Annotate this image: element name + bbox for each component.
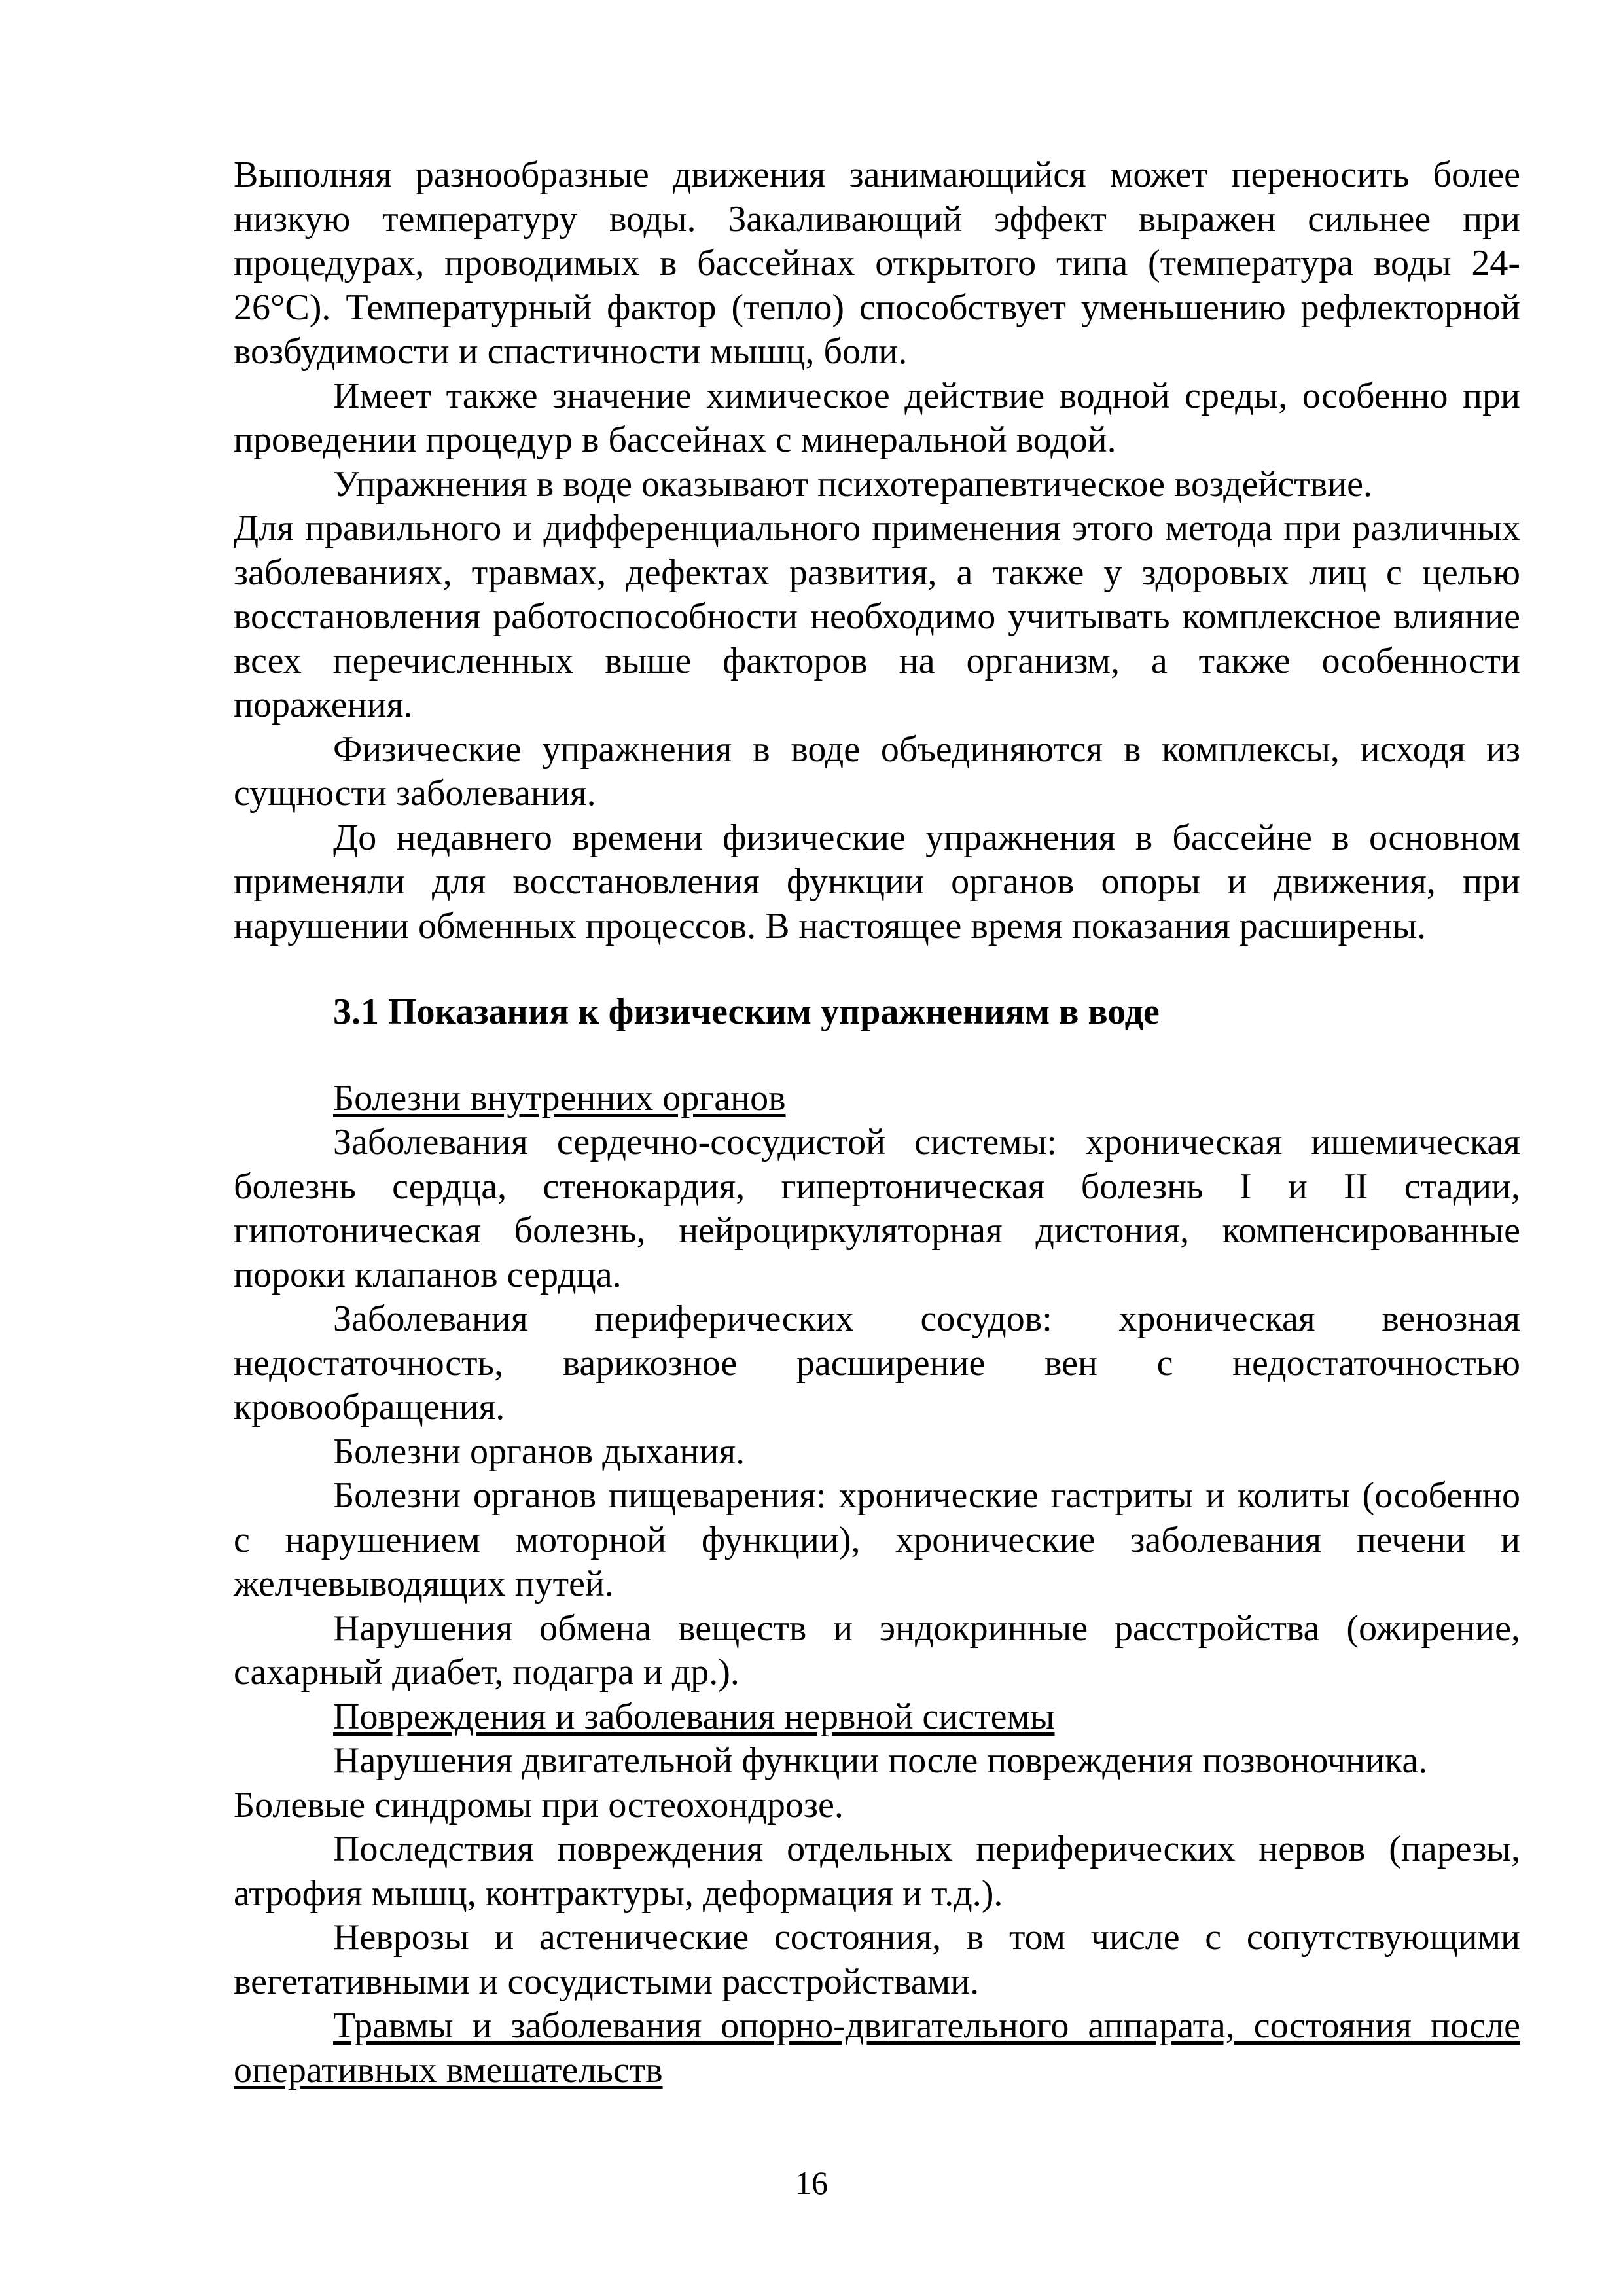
paragraph-psychotherapeutic: Упражнения в воде оказывают психотерапевтическое воздействие. [333,463,1373,505]
paragraph-temperature: Выполняя разнообразные движения занимающийся может переносить более низкую температуру воды. Закаливающий эффект выражен сильнее при процедурах, проводимых в бассейнах открытого типа (температура воды 24-26°С). Температурный фактор (тепло) способствует уменьшению рефлекторной возбудимости и спастичности мышц, боли. [234,154,1520,372]
paragraph-motor-function: Нарушения двигательной функции после повреждения позвоночника. [333,1740,1428,1781]
paragraph-metabolic: Нарушения обмена веществ и эндокринные расстройства (ожирение, сахарный диабет, подагра и др.). [234,1607,1520,1693]
subheading-internal-organs [234,1077,1520,1121]
paragraph-chemical-action: Имеет также значение химическое действие водной среды, особенно при проведении процедур в бассейнах с минеральной водой. [234,375,1520,460]
page-number: 16 [795,2164,828,2201]
paragraph-pain-syndromes: Болевые синдромы при остеохондрозе. [234,1784,844,1825]
paragraph-differential-use: Для правильного и дифференциального применения этого метода при различных заболеваниях, травмах, дефектах развития, а также у здоровых лиц с целью восстановления работоспособности необходимо учитывать комплексное влияние всех перечисленных выше факторов на организм, а также особенности поражения. [234,508,1520,725]
paragraph-cardiovascular: Заболевания сердечно-сосудистой системы: хроническая ишемическая болезнь сердца, стенокардия, гипертоническая болезнь I и II стадии, гипотоническая болезнь, нейроциркуляторная дистония, компенсированные пороки клапанов сердца. [234,1122,1520,1295]
subheading-nervous-system-text: Повреждения и заболевания нервной системы [333,1696,1055,1737]
paragraph-neuroses: Неврозы и астенические состояния, в том числе с сопутствующими вегетативными и сосудистыми расстройствами. [234,1917,1520,2002]
subheading-musculoskeletal [234,2004,1520,2092]
subheading-internal-organs-text: Болезни внутренних органов [333,1077,786,1119]
paragraph-respiratory: Болезни органов дыхания. [333,1431,745,1472]
page-body [234,153,1520,2092]
subheading-nervous-system [234,1695,1520,1740]
paragraph-digestive: Болезни органов пищеварения: хронические гастриты и колиты (особенно с нарушением моторной функции), хронические заболевания печени и желчевыводящих путей. [234,1475,1520,1604]
paragraph-complexes: Физические упражнения в воде объединяются в комплексы, исходя из сущности заболевания. [234,728,1520,814]
paragraph-peripheral-nerves: Последствия повреждения отдельных периферических нервов (парезы, атрофия мышц, контрактуры, деформация и т.д.). [234,1829,1520,1914]
subheading-musculoskeletal-text: Травмы и заболевания опорно-двигательного аппарата, состояния после оперативных вмешательств [234,2005,1520,2090]
section-heading: 3.1 Показания к физическим упражнениям в воде [333,992,1160,1032]
paragraph-peripheral-vessels: Заболевания периферических сосудов: хроническая венозная недостаточность, варикозное расширение вен с недостаточностью кровообращения. [234,1299,1520,1427]
paragraph-indications-expanded: До недавнего времени физические упражнения в бассейне в основном применяли для восстановления функции органов опоры и движения, при нарушении обменных процессов. В настоящее время показания расширены. [234,817,1520,946]
